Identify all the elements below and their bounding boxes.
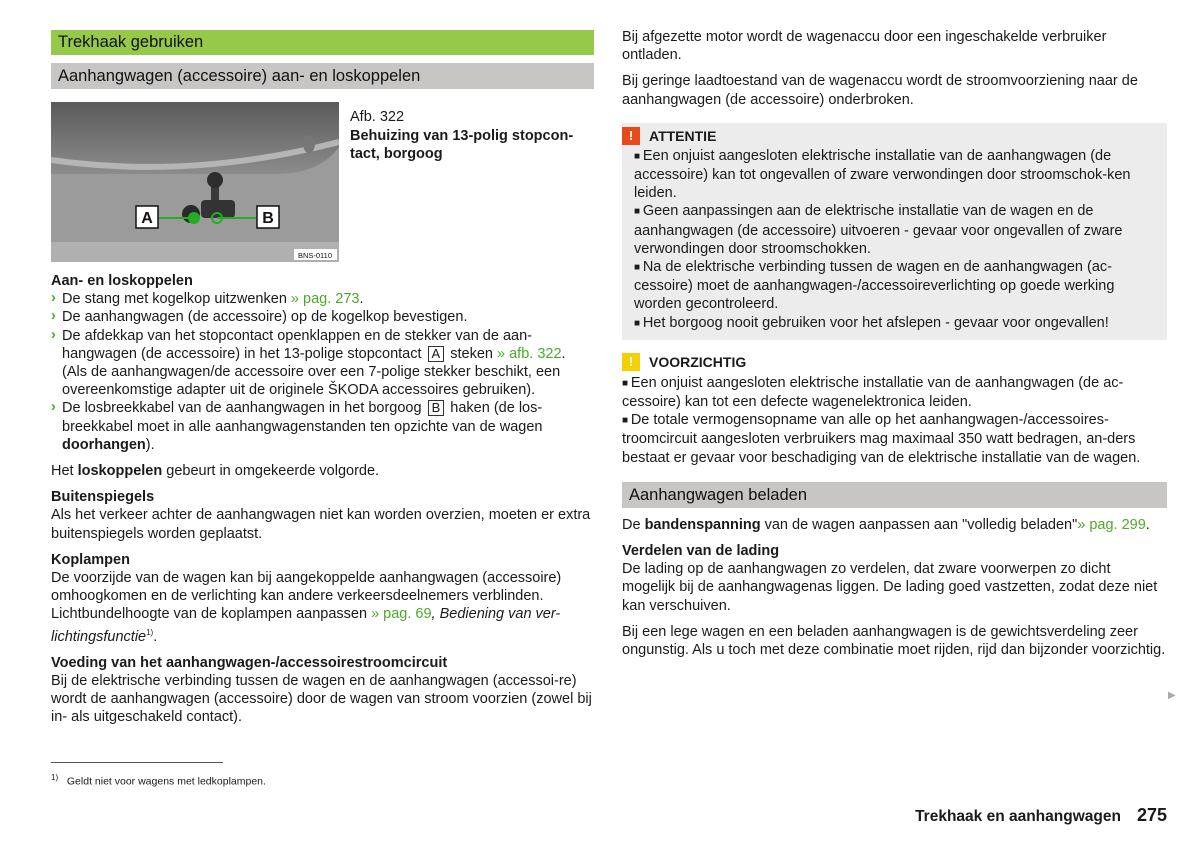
caution-icon: !	[622, 353, 640, 371]
left-column	[51, 30, 594, 727]
attention-box	[622, 123, 1167, 340]
load-text-2: Bij een lege wagen en een beladen aanhangwagen is de gewichtsverdeling zeer ongunstig. Als u toch met deze combinatie moet rijden, rijd dan bijzonder voorzichtig.	[622, 623, 1166, 659]
text-end: .	[1145, 516, 1150, 533]
footnote-text: Geldt niet voor wagens met ledkoplampen.	[66, 775, 266, 788]
list-item: ■ Na de elektrische verbinding tussen de wagen en de aanhangwagen (ac-cessoire) moet de aanhangwagen-/accessoireverlichting op goede werking worden gecontroleerd.	[634, 258, 1155, 314]
step-arrow-icon: ›	[51, 326, 56, 343]
step-text: steken	[450, 345, 493, 362]
warning-icon: !	[622, 127, 640, 145]
coupling-title: Aan- en loskoppelen	[51, 273, 193, 289]
coupling-block	[51, 272, 594, 454]
list-item: ■ Het borgoog nooit gebruiken voor het afslepen - gevaar voor ongevallen!	[634, 314, 1155, 333]
lamps-block	[51, 551, 594, 646]
power-text: Bij de elektrische verbinding tussen de wagen en de aanhangwagen (accessoi-re) wordt de aanhangwagen (accessoire) door de wagen van stroom voorzien (zowel bij in- als uitgeschakeld contact).	[51, 672, 592, 726]
step-end: .	[359, 291, 364, 308]
figure-code: BNS-0110	[297, 251, 333, 260]
step-text: De losbreekkabel van de aanhangwagen in het borgoog	[62, 400, 422, 417]
power-block	[51, 654, 594, 727]
text-post: gebeurt in omgekeerde volgorde.	[166, 463, 380, 480]
mirrors-title: Buitenspiegels	[51, 489, 155, 506]
step-end: ).	[145, 436, 155, 453]
list-item: ■ Een onjuist aangesloten elektrische installatie van de aanhangwagen (de ac-cessoire) kan tot een defecte wagenelektronica leiden.	[622, 374, 1167, 411]
section-heading: Trekhaak gebruiken	[51, 30, 594, 55]
lamps-italic: , Bediening van ver-lichtingsfunctie	[51, 606, 561, 645]
figure-caption	[339, 102, 575, 262]
continue-arrow-icon: ▶	[1168, 690, 1176, 701]
step-text: . (Als de aanhangwagen/de accessoire over een 7-polige stekker beschikt, een overeenkomstige adapter uit de originele ŠKODA accessoires gebruiken).	[62, 345, 566, 399]
figure-ref-link[interactable]: » afb. 322	[497, 345, 562, 362]
page-footer	[915, 805, 1167, 826]
caution-title: VOORZICHTIG	[649, 353, 747, 370]
footer-section-title: Trekhaak en aanhangwagen	[915, 808, 1121, 825]
list-item: ■ Geen aanpassingen aan de elektrische installatie van de wagen en de aanhangwagen (de accessoire) uitvoeren - gevaar voor ongevallen of zware verwondingen door stroomschokken.	[634, 202, 1155, 258]
step-text: De aanhangwagen (de accessoire) op de kogelkop bevestigen.	[62, 309, 468, 326]
towbar-illustration	[51, 102, 339, 262]
page-number: 275	[1136, 805, 1167, 825]
subsection-heading: Aanhangwagen beladen	[622, 482, 1167, 508]
caution-header	[622, 353, 1167, 371]
figure-number: Afb. 322	[350, 109, 405, 125]
figure-photo	[51, 102, 339, 262]
attention-header	[622, 127, 1155, 145]
tyre-text	[622, 516, 1167, 534]
figure-block	[51, 102, 594, 262]
subsection-heading: Aanhangwagen (accessoire) aan- en loskoppelen	[51, 63, 594, 89]
text-bold: bandenspanning	[644, 516, 761, 533]
footnote-mark: 1)	[146, 627, 154, 637]
page-ref-link[interactable]: » pag. 69	[371, 606, 432, 623]
figure-title: Behuizing van 13-polig stopcon-tact, borgoog	[350, 127, 574, 162]
page-ref-link[interactable]: » pag. 273	[290, 291, 360, 308]
label-b: B	[262, 210, 274, 227]
paragraph: Bij afgezette motor wordt de wagenaccu door een ingeschakelde verbruiker ontladen.	[622, 29, 1107, 64]
list-item: ■ De totale vermogensopname van alle op het aanhangwagen-/accessoires-troomcircuit aangesloten verbruikers mag maximaal 350 watt bedragen, an-ders bestaat er gevaar voor beschadiging van de elektrische installatie van de wagen.	[622, 411, 1167, 467]
text-pre: Het	[51, 463, 74, 480]
right-column	[622, 28, 1167, 659]
list-item: ■ Een onjuist aangesloten elektrische installatie van de aanhangwagen (de accessoire) kan tot ongevallen of zware verwondingen door stroomschok-ken leiden.	[634, 147, 1155, 203]
step-item	[51, 308, 594, 326]
mirrors-block	[51, 488, 594, 543]
lamps-title: Koplampen	[51, 551, 130, 568]
caution-box	[622, 353, 1167, 467]
step-item	[51, 399, 594, 454]
step-text: De stang met kogelkop uitzwenken	[62, 291, 287, 308]
text-pre: De	[622, 516, 641, 533]
load-title: Verdelen van de lading	[622, 543, 780, 560]
step-text: haken (de los-breekkabel moet in alle aanhangwagenstanden ten opzichte van de wagen	[62, 400, 543, 435]
footnote-mark: 1)	[51, 773, 59, 782]
step-bold: doorhangen	[62, 436, 146, 453]
uncouple-text	[51, 462, 594, 480]
step-text: De afdekkap van het stopcontact openklappen en de stekker van de aan-hangwagen (de accessoire) in het 13-polige stopcontact	[62, 327, 532, 362]
step-arrow-icon: ›	[51, 399, 56, 416]
footnote	[51, 773, 266, 788]
lamps-end: .	[153, 628, 158, 645]
power-title: Voeding van het aanhangwagen-/accessoirestroomcircuit	[51, 654, 448, 671]
text-post: van de wagen aanpassen aan "volledig beladen"	[764, 516, 1078, 533]
text-bold: loskoppelen	[77, 463, 163, 480]
footnote-divider	[51, 762, 223, 763]
paragraph: Bij geringe laadtoestand van de wagenaccu wordt de stroomvoorziening naar de aanhangwagen (de accessoire) onderbroken.	[622, 73, 1138, 108]
step-item	[51, 290, 594, 308]
step-arrow-icon: ›	[51, 290, 56, 307]
lamps-body: De voorzijde van de wagen kan bij aangekoppelde aanhangwagen (accessoire) omhoogkomen en de verlichting kan andere verkeersdeelnemers verblinden. Lichtbundelhoogte van de koplampen aanpassen	[51, 570, 562, 623]
load-text: De lading op de aanhangwagen zo verdelen, dat zware voorwerpen zo dicht mogelijk bij de aanhangwagenas liggen. De lading goed vastzetten, zodat deze niet kan verschuiven.	[622, 561, 1158, 614]
label-box-a: A	[428, 346, 445, 362]
load-block	[622, 542, 1167, 659]
step-item	[51, 327, 594, 400]
step-arrow-icon: ›	[51, 308, 56, 325]
label-box-b: B	[428, 400, 445, 416]
label-a: A	[141, 210, 153, 227]
attention-title: ATTENTIE	[649, 127, 717, 144]
lamps-text	[51, 569, 594, 646]
mirrors-text: Als het verkeer achter de aanhangwagen niet kan worden overzien, moeten er extra buitenspiegels worden geplaatst.	[51, 507, 591, 542]
page-ref-link[interactable]: » pag. 299	[1077, 516, 1146, 533]
